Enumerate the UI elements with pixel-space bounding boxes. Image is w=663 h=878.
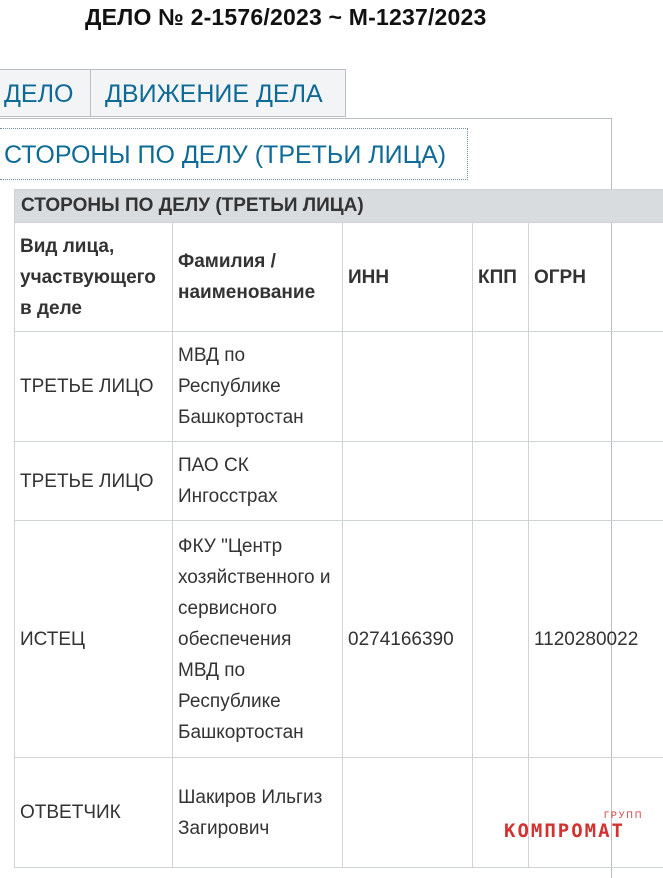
table-header-row — [15, 223, 663, 332]
cell-inn — [343, 442, 473, 521]
parties-table — [14, 189, 663, 868]
cell-ogrn — [529, 442, 663, 521]
cell-name: МВД по Республике Башкортостан — [173, 332, 343, 442]
cell-ogrn: 1120280022 — [529, 521, 663, 758]
cell-inn — [343, 332, 473, 442]
cell-kpp — [473, 332, 529, 442]
table-row — [15, 442, 663, 521]
table-row — [15, 758, 663, 868]
case-title: ДЕЛО № 2-1576/2023 ~ М-1237/2023 — [85, 4, 487, 31]
column-header-inn: ИНН — [343, 223, 473, 332]
tabs-row — [0, 69, 346, 117]
cell-kpp — [473, 521, 529, 758]
cell-kind: ТРЕТЬЕ ЛИЦО — [15, 442, 173, 521]
cell-kind: ТРЕТЬЕ ЛИЦО — [15, 332, 173, 442]
cell-ogrn — [529, 758, 663, 868]
cell-inn: 0274166390 — [343, 521, 473, 758]
table-row — [15, 521, 663, 758]
watermark-text: КОМПРОМАТ — [504, 820, 625, 842]
table-caption: СТОРОНЫ ПО ДЕЛУ (ТРЕТЬИ ЛИЦА) — [15, 190, 663, 223]
column-header-ogrn: ОГРН — [529, 223, 663, 332]
table-row — [15, 332, 663, 442]
cell-inn — [343, 758, 473, 868]
cell-ogrn — [529, 332, 663, 442]
cell-kpp — [473, 442, 529, 521]
column-header-name: Фамилия / наименование — [173, 223, 343, 332]
cell-name: ПАО СК Ингосстрах — [173, 442, 343, 521]
tab-case-movement[interactable]: ДВИЖЕНИЕ ДЕЛА — [91, 69, 346, 117]
cell-kind: ИСТЕЦ — [15, 521, 173, 758]
watermark-small-text: ГРУПП — [604, 810, 643, 820]
cell-name: ФКУ "Центр хозяйственного и сервисного обеспечения МВД по Республике Башкортостан — [173, 521, 343, 758]
column-header-kpp: КПП — [473, 223, 529, 332]
subtab-third-parties[interactable]: СТОРОНЫ ПО ДЕЛУ (ТРЕТЬИ ЛИЦА) — [0, 128, 468, 180]
tab-case[interactable]: ДЕЛО — [0, 69, 91, 117]
cell-kind: ОТВЕТЧИК — [15, 758, 173, 868]
column-header-kind: Вид лица, участвующего в деле — [15, 223, 173, 332]
cell-name: Шакиров Ильгиз Загирович — [173, 758, 343, 868]
cell-kpp — [473, 758, 529, 868]
parties-table-wrap — [14, 189, 663, 868]
